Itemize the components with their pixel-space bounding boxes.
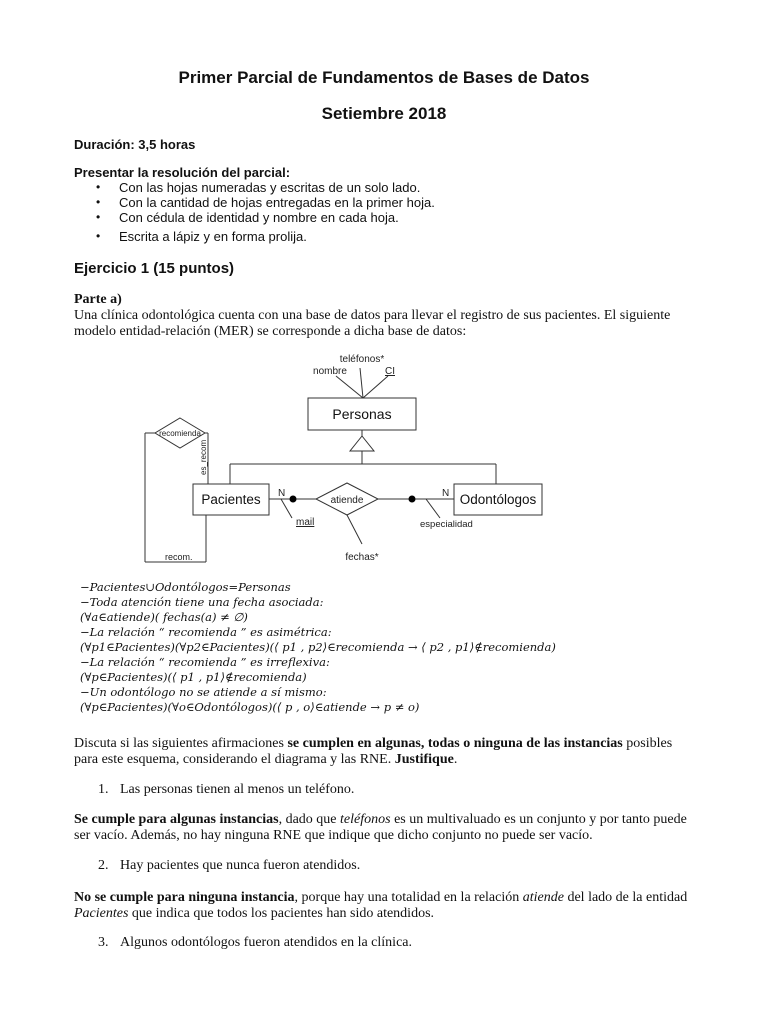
attr-mail: mail [296, 517, 315, 528]
presentation-heading: Presentar la resolución del parcial: [74, 165, 291, 180]
er-diagram [140, 348, 570, 573]
list-item: • Con cédula de identidad y nombre en cada hoja. [74, 210, 435, 225]
entity-odontologos-label: Odontólogos [459, 492, 537, 507]
discussion-paragraph [74, 736, 694, 768]
italic-span: teléfonos [340, 812, 391, 827]
part-heading: Parte a) [74, 292, 122, 307]
question-number: 1. [98, 782, 109, 797]
rne-line: −La relación “ recomienda ” es irreflexiva: [80, 655, 330, 669]
cardinality-n: N [442, 488, 450, 499]
rne-block [80, 580, 556, 715]
italic-span: atiende [522, 890, 564, 905]
question-number: 3. [98, 935, 109, 950]
intro-line: Una clínica odontológica cuenta con una base de datos para llevar el registro de sus pacientes. El siguiente [74, 308, 671, 323]
bold-span: Justifique [394, 752, 454, 767]
relation-recomienda-label: recomienda [159, 429, 201, 438]
role-recom: recom. [165, 552, 193, 562]
italic-span: Pacientes [74, 906, 129, 921]
cardinality-n: N [278, 488, 286, 499]
rne-line: (∀a∈atiende)( fechas(a) ≠ ∅) [80, 610, 248, 624]
question-text: Algunos odontólogos fueron atendidos en la clínica. [120, 935, 412, 950]
rne-line: (∀p∈Pacientes)(⟨ p1 , p1⟩∉recomienda) [80, 670, 307, 684]
text-span: . [453, 752, 458, 767]
list-item: • Con las hojas numeradas y escritas de un solo lado. [74, 180, 435, 195]
intro-paragraph [74, 308, 694, 340]
attr-link-line [336, 376, 363, 398]
attr-nombre: nombre [313, 366, 347, 377]
attr-telefonos: teléfonos* [339, 354, 385, 365]
isa-triangle [350, 436, 374, 451]
list-item: • Escrita a lápiz y en forma prolija. [74, 229, 435, 244]
text-span: para este esquema, considerando el diagrama y las RNE. [74, 752, 395, 767]
question-text: Las personas tienen al menos un teléfono. [120, 782, 355, 797]
bold-span: se cumplen en algunas, todas o ninguna de las instancias [287, 736, 623, 751]
rne-line: (∀p∈Pacientes)(∀o∈Odontólogos)(⟨ p , o⟩∈atiende → p ≠ o) [80, 700, 420, 714]
bold-span: Se cumple para algunas instancias [74, 812, 279, 827]
rne-line: −Pacientes∪Odontólogos=Personas [80, 580, 291, 594]
answer-paragraph [74, 812, 694, 844]
text-span: del lado de la entidad [563, 890, 688, 905]
rne-line: −La relación “ recomienda ” es asimétrica: [80, 625, 332, 639]
rne-line: (∀p1∈Pacientes)(∀p2∈Pacientes)(⟨ p1 , p2⟩∈recomienda → ⟨ p2 , p1⟩∉recomienda) [80, 640, 556, 654]
attr-link-line [363, 376, 388, 398]
text-span: posibles [622, 736, 673, 751]
document-title: Primer Parcial de Fundamentos de Bases de Datos [178, 68, 590, 87]
exercise-title: Ejercicio 1 (15 puntos) [74, 260, 235, 277]
total-participation-dot [409, 496, 416, 503]
duration-text: Duración: 3,5 horas [74, 137, 196, 152]
entity-pacientes-label: Pacientes [201, 492, 261, 507]
document-subtitle: Setiembre 2018 [321, 104, 447, 123]
list-item: • Con la cantidad de hojas entregadas en la primer hoja. [74, 195, 435, 210]
presentation-list [74, 180, 435, 244]
text-span: que indica que todos los pacientes han sido atendidos. [128, 906, 435, 921]
relation-atiende-label: atiende [330, 495, 364, 506]
question-item [98, 935, 412, 951]
rne-line: −Toda atención tiene una fecha asociada: [80, 595, 324, 609]
text-span: Discuta si las siguientes afirmaciones [74, 736, 288, 751]
question-text: Hay pacientes que nunca fueron atendidos. [120, 858, 361, 873]
text-span: es un multivaluado es un conjunto y por tanto puede [390, 812, 687, 827]
question-number: 2. [98, 858, 109, 873]
total-participation-dot [290, 496, 297, 503]
text-span: , dado que [278, 812, 341, 827]
attr-especialidad: especialidad [420, 519, 473, 530]
intro-line: modelo entidad-relación (MER) se corresponde a dicha base de datos: [74, 324, 467, 339]
question-item [98, 782, 354, 798]
answer-paragraph [74, 890, 694, 922]
question-item [98, 858, 360, 874]
bold-span: No se cumple para ninguna instancia [74, 890, 295, 905]
text-span: , porque hay una totalidad en la relación [294, 890, 523, 905]
attr-fechas: fechas* [345, 552, 379, 563]
attr-ci: CI [385, 366, 395, 377]
attr-link-line [360, 368, 363, 398]
entity-personas-label: Personas [332, 406, 392, 422]
role-es-recom: es_recom [199, 439, 208, 475]
text-line: ser vacío. Además, no hay ninguna RNE que indique que dicho conjunto no puede ser vacío. [74, 828, 593, 843]
rne-line: −Un odontólogo no se atiende a sí mismo: [80, 685, 327, 699]
